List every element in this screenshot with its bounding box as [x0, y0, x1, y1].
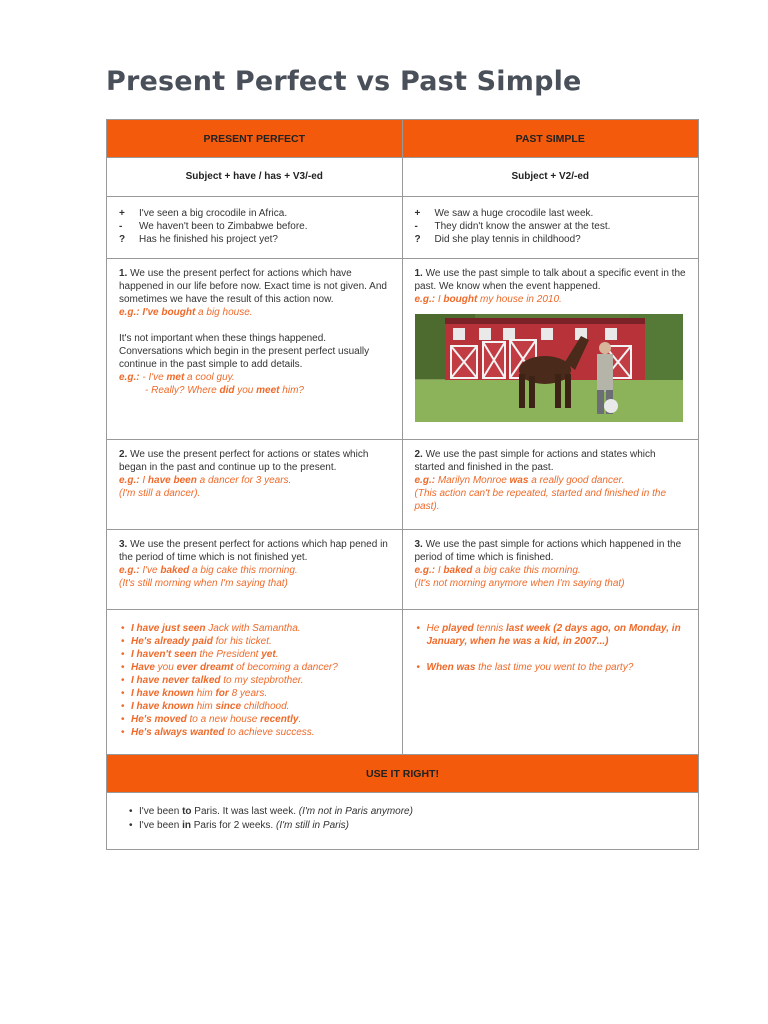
bullet-note: (I'm still in Paris) [275, 820, 350, 831]
rule-number: 2. [119, 449, 128, 460]
example-note: (It's still morning when I'm saying that) [119, 578, 288, 589]
rule-note-text: It's not important when these things happened. Conversations which begin in the present perfect usually continue in the past simple to add details. [119, 333, 370, 370]
page-title: Present Perfect vs Past Simple [106, 66, 582, 97]
example-text: I [435, 294, 444, 305]
bullet-list [127, 805, 678, 833]
example-text: - I've [139, 372, 167, 383]
positive-symbol: + [414, 208, 421, 219]
bullet-bold: I have known [131, 688, 194, 699]
bullets-past-simple [403, 610, 699, 754]
bullet-bold: recently [260, 714, 299, 725]
bullet-text: the last time you went to the party? [475, 662, 634, 673]
rule-description: We use the past simple for actions and states which started and finished in the past. [414, 449, 656, 473]
list-item [127, 819, 678, 833]
rule-number: 1. [414, 268, 423, 279]
positive-symbol: + [119, 208, 125, 219]
eg-label: e.g.: [414, 565, 436, 576]
bullet-text: I've been [139, 820, 183, 831]
example-rest: a really good dancer. [528, 475, 625, 486]
list-item [119, 687, 390, 700]
bullet-bold: He's moved [131, 714, 187, 725]
list-item [415, 661, 687, 674]
example-text: I've seen a big crocodile in Africa. [139, 208, 288, 219]
list-item [119, 674, 390, 687]
rule-2-present-perfect [107, 440, 403, 529]
negative-symbol: - [119, 221, 123, 232]
bullet-text: him [193, 688, 216, 699]
bullet-bold: Have [131, 662, 155, 673]
table-header-row [107, 120, 698, 158]
bullet-text: of becoming a dancer? [233, 662, 338, 673]
bullet-text: Jack with Samantha. [205, 623, 301, 634]
example-text: I [139, 475, 148, 486]
bullet-text: him [193, 701, 216, 712]
bullet-bold: last week (2 days ago, on Monday, in January, when he was a kid, in 2007...) [426, 623, 681, 647]
rule-3-past-simple [403, 530, 699, 609]
bullet-list [415, 622, 687, 674]
farm-horse-photo [415, 314, 683, 422]
rule-number: 2. [414, 449, 423, 460]
bullet-bold: in [182, 820, 191, 831]
example-verb: did [219, 385, 235, 396]
example-text: you [234, 385, 257, 396]
example-sentence [119, 371, 390, 384]
example-note: (This action can't be repeated, started and finished in the past). [414, 488, 667, 512]
bullet-text: Paris. It was last week. [191, 806, 299, 817]
bullet-bold: yet [261, 649, 276, 660]
example-sentence [119, 564, 390, 577]
example-text: I've [139, 565, 161, 576]
example-verb: I've bought [139, 307, 196, 318]
rule-description: We use the past simple for actions which happened in the period of time which is finished. [414, 539, 682, 563]
example-sentence [415, 293, 687, 306]
bullet-text: to achieve success. [224, 727, 315, 738]
list-item [127, 805, 678, 819]
barn-horse-illustration [415, 314, 683, 422]
bullet-text: childhood. [241, 701, 290, 712]
bullet-bold: for [215, 688, 229, 699]
bullet-examples-row [107, 610, 698, 755]
rule-3-present-perfect [107, 530, 403, 609]
example-text: Did she play tennis in childhood? [434, 234, 581, 245]
eg-label: e.g.: [119, 565, 140, 576]
bullet-text: the President [196, 649, 262, 660]
use-it-right-row [107, 793, 698, 849]
list-item [415, 622, 687, 648]
bullet-text: 8 years. [228, 688, 268, 699]
example-rest: a dancer for 3 years. [196, 475, 292, 486]
rule-1-past-simple [403, 259, 699, 439]
rule-text [415, 448, 687, 474]
eg-label: e.g.: [119, 307, 140, 318]
bullet-text: I've been [139, 806, 183, 817]
example-verb: baked [443, 565, 473, 576]
eg-label: e.g.: [119, 372, 140, 383]
example-text: Has he finished his project yet? [139, 234, 278, 245]
bullet-text: He [426, 623, 443, 634]
bullet-text: tennis [473, 623, 506, 634]
rule-description: We use the present perfect for actions which have happened in our life before now. Exact time is not given. And sometimes we have the result of this action now. [119, 268, 387, 305]
rule-text [119, 448, 390, 474]
rule-number: 3. [119, 539, 128, 550]
header-present-perfect: PRESENT PERFECT [107, 120, 403, 158]
example-note: (It's not morning anymore when I'm saying that) [414, 578, 625, 589]
example-text: - Really? Where [145, 385, 220, 396]
bullet-bold: since [215, 701, 242, 712]
example-verb: baked [160, 565, 190, 576]
example-rest: a big cake this morning. [472, 565, 581, 576]
example-text: Marilyn Monroe [435, 475, 510, 486]
use-it-right-header: USE IT RIGHT! [366, 767, 439, 780]
example-verb: have been [147, 475, 197, 486]
example-sentence [415, 564, 687, 577]
example-rest: a big house. [195, 307, 253, 318]
example-rest: my house in 2010. [477, 294, 562, 305]
comparison-table [106, 119, 699, 850]
formula-present-perfect: Subject + have / has + V3/-ed [107, 158, 403, 196]
bullet-bold: I haven't seen [131, 649, 197, 660]
list-item [119, 713, 390, 726]
rule-description: We use the past simple to talk about a specific event in the past. We know when the event happened. [414, 268, 686, 292]
bullet-text: to a new house [186, 714, 261, 725]
example-text: They didn't know the answer at the test. [434, 221, 611, 232]
bullet-list [119, 622, 390, 739]
eg-label: e.g.: [119, 475, 140, 486]
bullet-text: to my stepbrother. [220, 675, 304, 686]
bullet-bold: I have never talked [131, 675, 221, 686]
bullets-present-perfect [107, 610, 403, 754]
bullet-bold: He's already paid [131, 636, 213, 647]
rule-text [415, 267, 687, 293]
example-verb: met [166, 372, 185, 383]
rule-1-row [107, 259, 698, 440]
bullet-bold: I have known [131, 701, 194, 712]
example-verb: was [509, 475, 529, 486]
bullet-text: you [154, 662, 177, 673]
bullet-note: (I'm not in Paris anymore) [298, 806, 413, 817]
bullet-text: Paris for 2 weeks. [190, 820, 276, 831]
example-line [119, 207, 390, 220]
rule-description: We use the present perfect for actions which hap pened in the period of time which is not finished yet. [119, 539, 388, 563]
list-item [119, 661, 390, 674]
rule-number: 1. [119, 268, 128, 279]
eg-label: e.g.: [414, 294, 436, 305]
rule-2-row [107, 440, 698, 530]
rule-3-row [107, 530, 698, 610]
bullet-bold: When was [426, 662, 476, 673]
formula-row [107, 158, 698, 197]
example-line [119, 233, 390, 246]
example-line [119, 220, 390, 233]
bullet-text: . [298, 714, 302, 725]
bullet-bold: to [182, 806, 192, 817]
example-sentence [119, 384, 390, 397]
use-it-right-header-row [107, 755, 698, 793]
examples-present-perfect [107, 197, 403, 258]
list-item [119, 726, 390, 739]
rule-number: 3. [414, 539, 423, 550]
use-it-right-body [107, 793, 698, 849]
example-text: We saw a huge crocodile last week. [434, 208, 594, 219]
rule-description: We use the present perfect for actions or states which began in the past and continue up to the present. [119, 449, 369, 473]
rule-2-past-simple [403, 440, 699, 529]
example-sentence [119, 306, 390, 319]
examples-past-simple [403, 197, 699, 258]
example-rest: him? [279, 385, 304, 396]
bullet-bold: He's always wanted [131, 727, 225, 738]
bullet-bold: ever dreamt [176, 662, 234, 673]
bullet-bold: played [442, 623, 474, 634]
examples-row [107, 197, 698, 259]
question-symbol: ? [414, 234, 421, 245]
rule-text [119, 538, 390, 564]
example-verb: bought [443, 294, 478, 305]
list-item [119, 648, 390, 661]
example-sentence [415, 474, 687, 487]
bullet-text: . [275, 649, 279, 660]
example-line [415, 220, 687, 233]
eg-label: e.g.: [414, 475, 436, 486]
rule-text [119, 267, 390, 306]
formula-past-simple: Subject + V2/-ed [511, 171, 590, 182]
example-text: I [435, 565, 444, 576]
header-past-simple: PAST SIMPLE [515, 132, 585, 145]
rule-1-present-perfect [107, 259, 403, 439]
example-verb: meet [256, 385, 280, 396]
example-rest: a big cake this morning. [189, 565, 298, 576]
example-text: We haven't been to Zimbabwe before. [139, 221, 308, 232]
example-rest: a cool guy. [184, 372, 235, 383]
rule-text [415, 538, 687, 564]
question-symbol: ? [119, 234, 126, 245]
negative-symbol: - [414, 221, 418, 232]
example-note: (I'm still a dancer). [119, 488, 201, 499]
list-item [119, 622, 390, 635]
list-item [119, 635, 390, 648]
example-line [415, 233, 687, 246]
example-line [415, 207, 687, 220]
bullet-text: for his ticket. [212, 636, 272, 647]
list-item [119, 700, 390, 713]
example-sentence [119, 474, 390, 487]
bullet-bold: I have just seen [131, 623, 206, 634]
